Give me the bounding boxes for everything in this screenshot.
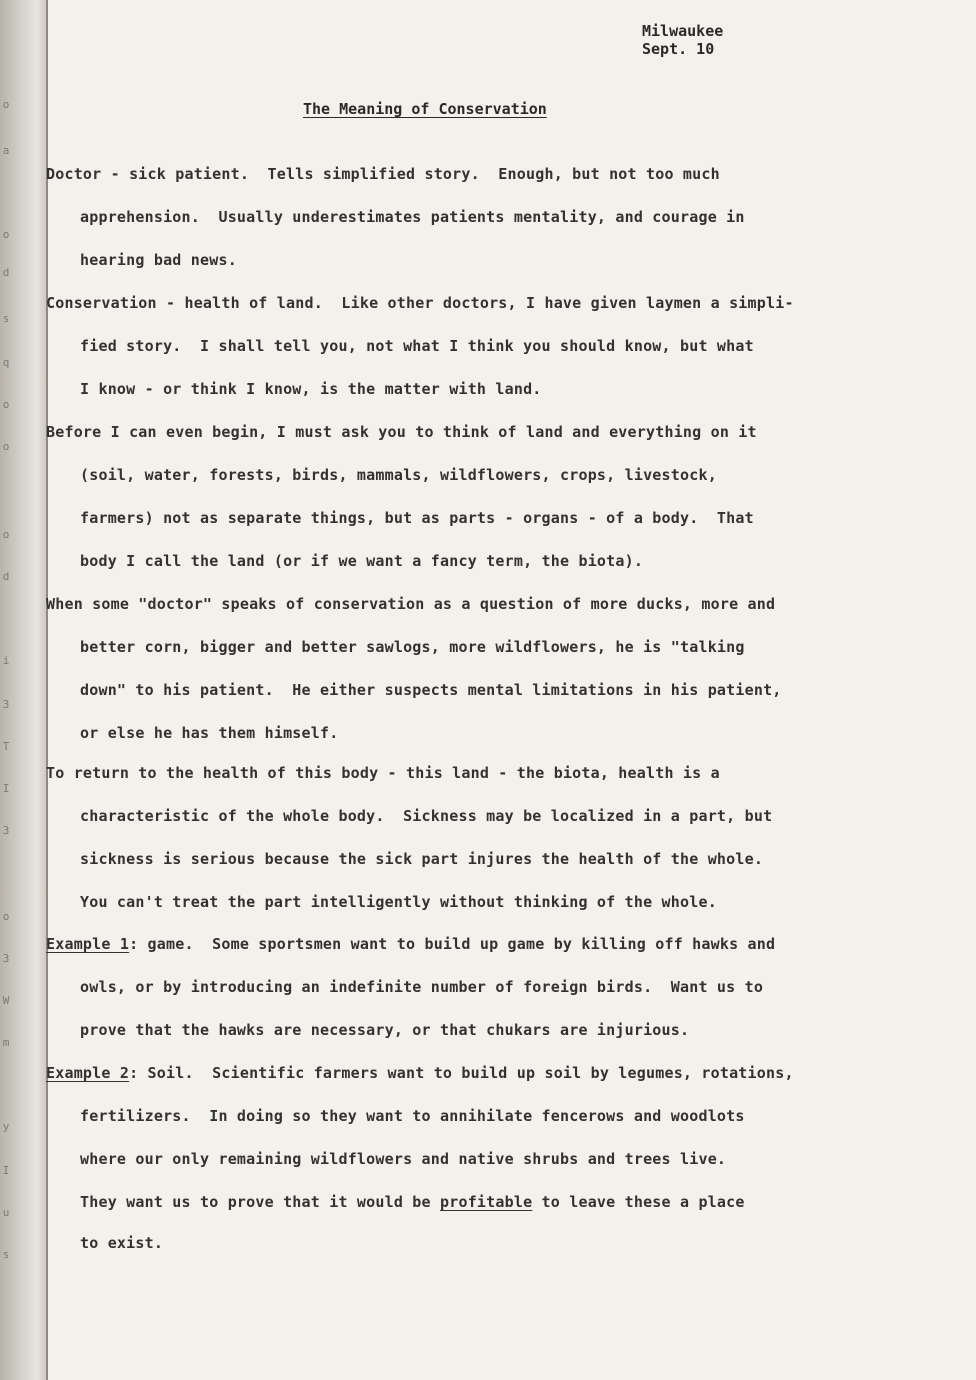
text-line: Example 2: Soil. Scientific farmers want to build up soil by legumes, rotations, [46, 1064, 794, 1082]
margin-fragment: q [2, 356, 10, 369]
margin-fragment: o [2, 440, 10, 453]
text-line: prove that the hawks are necessary, or that chukars are injurious. [80, 1021, 690, 1039]
margin-fragment: u [2, 1206, 10, 1219]
text-line: To return to the health of this body - this land - the biota, health is a [46, 764, 720, 782]
underlined-phrase: Example 2 [46, 1064, 130, 1082]
text-line: better corn, bigger and better sawlogs, more wildflowers, he is "talking [80, 638, 745, 656]
book-binding [0, 0, 48, 1380]
margin-fragment: I [2, 1164, 10, 1177]
margin-fragment: d [2, 570, 10, 583]
margin-fragment: W [2, 994, 10, 1007]
text-line: farmers) not as separate things, but as parts - organs - of a body. That [80, 509, 754, 527]
margin-fragment: a [2, 144, 10, 157]
underlined-phrase: Example 1 [46, 935, 130, 953]
document-title: The Meaning of Conservation [303, 100, 547, 118]
header-date: Sept. 10 [642, 40, 715, 58]
margin-fragment: o [2, 228, 10, 241]
text-line: I know - or think I know, is the matter with land. [80, 380, 542, 398]
text-line: characteristic of the whole body. Sickness may be localized in a part, but [80, 807, 773, 825]
underlined-phrase: profitable [440, 1193, 533, 1211]
margin-fragment: d [2, 266, 10, 279]
text-line: sickness is serious because the sick part injures the health of the whole. [80, 850, 764, 868]
text-line: (soil, water, forests, birds, mammals, wildflowers, crops, livestock, [80, 466, 717, 484]
margin-fragment: y [2, 1120, 10, 1133]
margin-fragment: 3 [2, 952, 10, 965]
margin-fragment: o [2, 528, 10, 541]
margin-fragment: T [2, 740, 10, 753]
margin-fragment: s [2, 312, 10, 325]
text-line: When some "doctor" speaks of conservation as a question of more ducks, more and [46, 595, 776, 613]
text-line: hearing bad news. [80, 251, 237, 269]
margin-fragment: I [2, 782, 10, 795]
margin-fragment: o [2, 398, 10, 411]
text-line: You can't treat the part intelligently without thinking of the whole. [80, 893, 717, 911]
header-place: Milwaukee [642, 22, 724, 40]
text-line: Example 1: game. Some sportsmen want to build up game by killing off hawks and [46, 935, 776, 953]
text-line: owls, or by introducing an indefinite number of foreign birds. Want us to [80, 978, 764, 996]
text-line: Conservation - health of land. Like other doctors, I have given laymen a simpli- [46, 294, 794, 312]
margin-fragment: m [2, 1036, 10, 1049]
text-line: down" to his patient. He either suspects mental limitations in his patient, [80, 681, 782, 699]
margin-fragment: i [2, 654, 10, 667]
text-line: Doctor - sick patient. Tells simplified story. Enough, but not too much [46, 165, 720, 183]
text-line: to exist. [80, 1234, 164, 1252]
text-line: fied story. I shall tell you, not what I think you should know, but what [80, 337, 754, 355]
text-line: or else he has them himself. [80, 724, 339, 742]
text-line: They want us to prove that it would be profitable to leave these a place [80, 1193, 745, 1211]
margin-fragment: 3 [2, 824, 10, 837]
header-block [642, 22, 723, 58]
margin-fragment: s [2, 1248, 10, 1261]
text-line: Before I can even begin, I must ask you to think of land and everything on it [46, 423, 757, 441]
text-line: fertilizers. In doing so they want to annihilate fencerows and woodlots [80, 1107, 745, 1125]
margin-fragment: o [2, 98, 10, 111]
margin-fragment: 3 [2, 698, 10, 711]
text-line: apprehension. Usually underestimates patients mentality, and courage in [80, 208, 745, 226]
text-line: where our only remaining wildflowers and native shrubs and trees live. [80, 1150, 727, 1168]
text-line: body I call the land (or if we want a fancy term, the biota). [80, 552, 644, 570]
margin-fragment: o [2, 910, 10, 923]
